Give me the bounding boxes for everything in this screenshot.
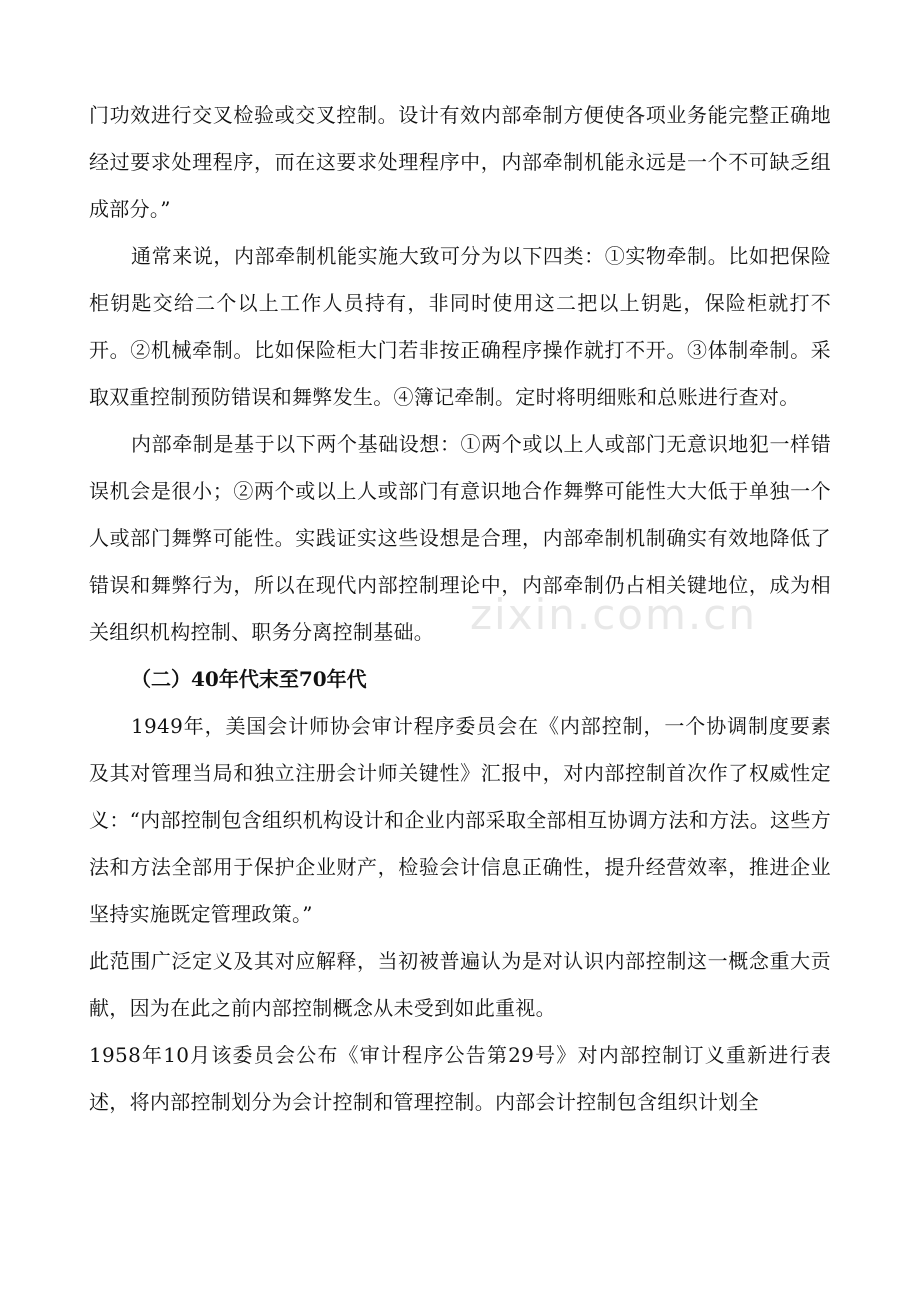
watermark: zixin.com.cn [470, 590, 757, 639]
paragraph-restraint-types: 通常来说，内部牵制机能实施大致可分为以下四类：①实物牵制。比如把保险柜钥匙交给二个以上工作人员持有，非同时使用这二把以上钥匙，保险柜就打不开。②机械牵制。比如保险柜大门若非按正确程序操作就打不开。③体制牵制。采取双重控制预防错误和舞弊发生。④簿记牵制。定时将明细账和总账进行查对。 [89, 244, 831, 409]
section-heading: （二）40年代末至70年代 [131, 667, 367, 691]
document-body [89, 92, 831, 1126]
paragraph-definition-contribution: 此范围广泛定义及其对应解释，当初被普遍认为是对认识内部控制这一概念重大贡献，因为在此之前内部控制概念从未受到如此重视。 [89, 949, 831, 1020]
paragraph-1949-definition: 1949年，美国会计师协会审计程序委员会在《内部控制，一个协调制度要素及其对管理当局和独立注册会计师关键性》汇报中，对内部控制首次作了权威性定义：“内部控制包含组织机构设计和企业内部采取全部相互协调方法和方法。这些方法和方法全部用于保护企业财产，检验会计信息正确性，提升经营效率，推进企业坚持实施既定管理政策。” [89, 714, 831, 926]
paragraph-continuation: 门功效进行交叉检验或交叉控制。设计有效内部牵制方便使各项业务能完整正确地经过要求处理程序，而在这要求处理程序中，内部牵制机能永远是一个不可缺乏组成部分。” [89, 103, 831, 221]
paragraph-1958-statement: 1958年10月该委员会公布《审计程序公告第29号》对内部控制订义重新进行表述，将内部控制划分为会计控制和管理控制。内部会计控制包含组织计划全 [89, 1043, 831, 1114]
paragraph-restraint-assumptions: 内部牵制是基于以下两个基础设想：①两个或以上人或部门无意识地犯一样错误机会是很小；②两个或以上人或部门有意识地合作舞弊可能性大大低于单独一个人或部门舞弊可能性。实践证实这些设想是合理，内部牵制机制确实有效地降低了错误和舞弊行为，所以在现代内部控制理论中，内部牵制仍占相关键地位，成为相关组织机构控制、职务分离控制基础。 [89, 432, 831, 644]
